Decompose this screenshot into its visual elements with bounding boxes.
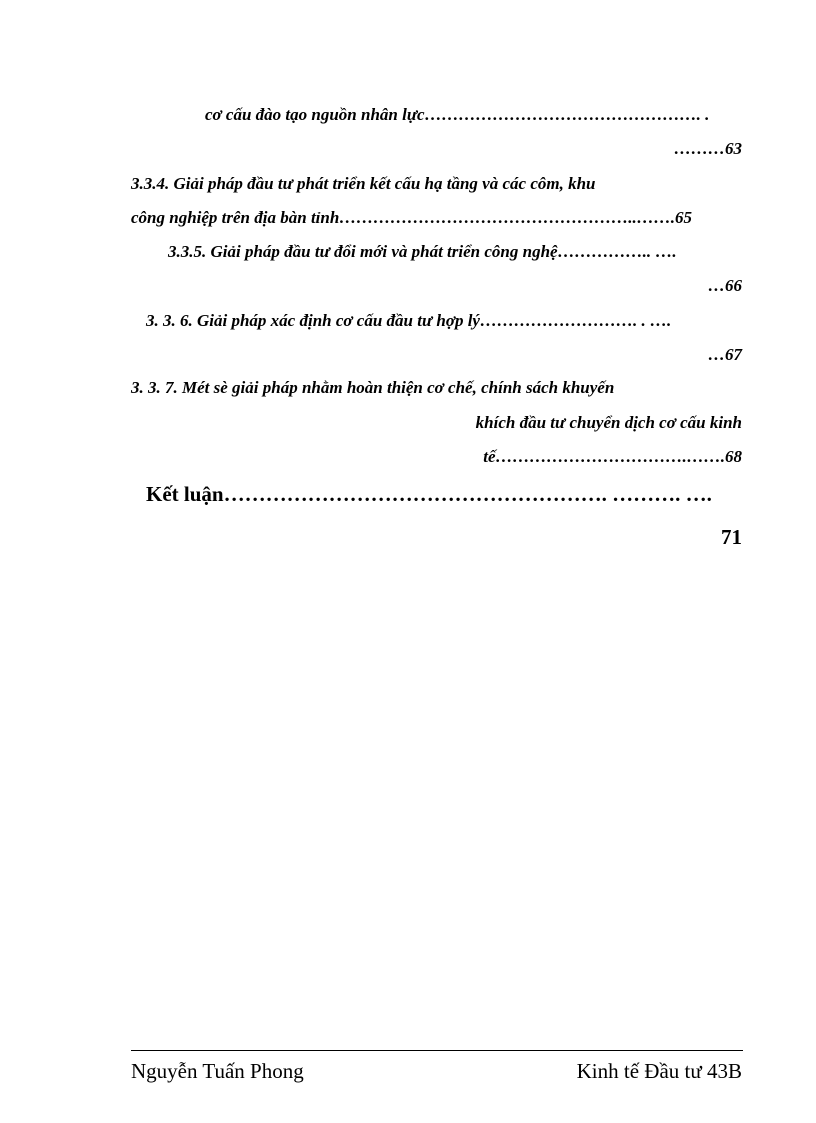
toc-entry-3-3-6: 3. 3. 6. Giải pháp xác định cơ cấu đầu tư hợp lý………………………. . …. <box>146 311 672 330</box>
footer-divider <box>131 1050 743 1051</box>
toc-entry-continuation: cơ cấu đào tạo nguồn nhân lực…………………………………………. . <box>205 105 710 124</box>
toc-entry-3-3-7-page: tế…………………………….…….68 <box>483 447 742 466</box>
toc-page-number: ………63 <box>674 139 742 158</box>
toc-page-number: …66 <box>708 276 742 295</box>
toc-conclusion-page: 71 <box>721 525 742 549</box>
footer-course: Kinh tế Đầu tư 43B <box>576 1059 742 1083</box>
toc-entry-3-3-4: 3.3.4. Giải pháp đầu tư phát triển kết cấu hạ tầng và các côm, khu <box>131 174 596 193</box>
toc-entry-3-3-5: 3.3.5. Giải pháp đầu tư đổi mới và phát triển công nghệ…………….. …. <box>168 242 677 261</box>
toc-entry-3-3-4-continuation: công nghiệp trên địa bàn tỉnh……………………………………………..…….65 <box>131 208 693 227</box>
toc-entry-3-3-7-continuation: khích đầu tư chuyển dịch cơ cấu kinh <box>475 413 742 432</box>
toc-entry-3-3-7: 3. 3. 7. Mét sè giải pháp nhằm hoàn thiện cơ chế, chính sách khuyến <box>131 378 615 397</box>
toc-page-number: …67 <box>708 345 742 364</box>
footer-author: Nguyễn Tuấn Phong <box>131 1059 304 1083</box>
toc-conclusion: Kết luận………………………………………………. ………. …. <box>146 482 712 506</box>
